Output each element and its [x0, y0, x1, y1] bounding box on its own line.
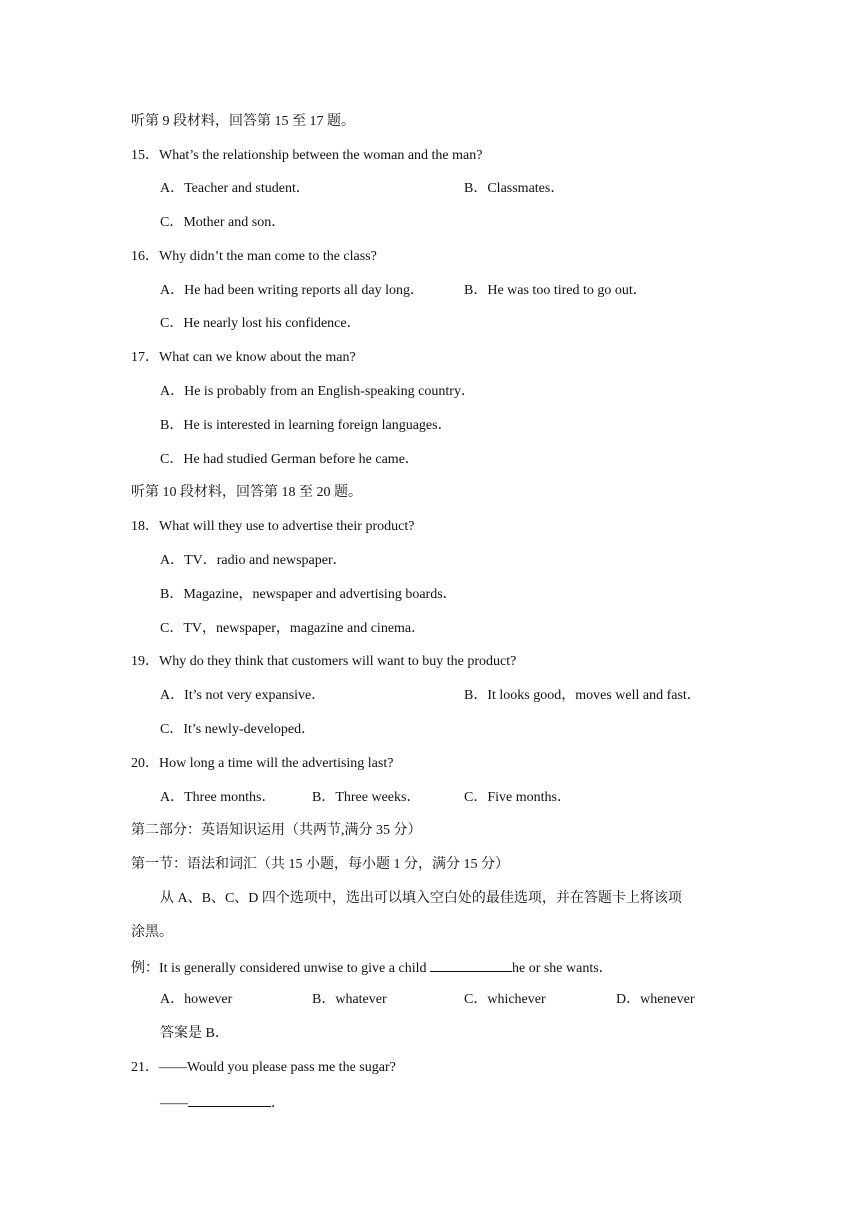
example-option-d: D．whenever	[616, 992, 695, 1007]
question-21-response-period: ．	[271, 1096, 285, 1111]
question-19-option-b: B．It looks good，moves well and fast．	[464, 688, 701, 703]
example-option-c: C．whichever	[464, 992, 546, 1007]
example-option-a: A．however	[160, 992, 233, 1007]
question-16-option-a: A．He had been writing reports all day long．	[160, 283, 424, 298]
question-16-option-c: C．He nearly lost his confidence．	[160, 316, 361, 331]
question-18-stem: 18．What will they use to advertise their product?	[131, 519, 415, 534]
question-19-option-a: A．It’s not very expansive．	[160, 688, 326, 703]
question-16-option-b: B．He was too tired to go out．	[464, 283, 647, 298]
example-answer-blank	[430, 958, 512, 972]
example-stem-prefix: 例：It is generally considered unwise to give a child	[131, 961, 427, 976]
question-17-option-c: C．He had studied German before he came．	[160, 452, 419, 467]
part-two-heading: 第二部分：英语知识运用（共两节,满分 35 分）	[131, 823, 422, 838]
section-10-intro: 听第 10 段材料，回答第 18 至 20 题。	[131, 485, 362, 500]
example-stem	[131, 958, 613, 978]
question-15-stem: 15．What’s the relationship between the woman and the man?	[131, 148, 483, 163]
question-17-stem: 17．What can we know about the man?	[131, 350, 356, 365]
question-15-option-c: C．Mother and son．	[160, 215, 286, 230]
question-15-option-a: A．Teacher and student．	[160, 181, 310, 196]
question-21-response-dash: ——	[160, 1096, 188, 1111]
question-20-stem: 20．How long a time will the advertising last?	[131, 756, 394, 771]
question-20-option-b: B．Three weeks．	[312, 790, 421, 805]
instruction-line-1: 从 A、B、C、D 四个选项中，选出可以填入空白处的最佳选项，并在答题卡上将该项	[160, 891, 682, 906]
question-19-stem: 19．Why do they think that customers will want to buy the product?	[131, 654, 517, 669]
question-16-stem: 16．Why didn’t the man come to the class?	[131, 249, 377, 264]
example-stem-suffix: he or she wants．	[511, 961, 613, 976]
question-18-option-c: C．TV，newspaper，magazine and cinema．	[160, 621, 426, 636]
question-19-option-c: C．It’s newly-developed．	[160, 722, 316, 737]
section-9-intro: 听第 9 段材料，回答第 15 至 17 题。	[131, 114, 355, 129]
question-21-response	[160, 1093, 285, 1113]
section-one-heading: 第一节：语法和词汇（共 15 小题，每小题 1 分，满分 15 分）	[131, 857, 509, 872]
question-20-option-c: C．Five months．	[464, 790, 571, 805]
question-21-answer-blank	[188, 1093, 271, 1107]
question-20-option-a: A．Three months．	[160, 790, 276, 805]
question-17-option-b: B．He is interested in learning foreign languages．	[160, 418, 452, 433]
question-18-option-a: A．TV．radio and newspaper．	[160, 553, 347, 568]
question-21-stem: 21．——Would you please pass me the sugar?	[131, 1060, 396, 1075]
question-15-option-b: B．Classmates．	[464, 181, 565, 196]
question-18-option-b: B．Magazine，newspaper and advertising boards．	[160, 587, 457, 602]
question-17-option-a: A．He is probably from an English-speaking country．	[160, 384, 475, 399]
example-answer: 答案是 B．	[160, 1026, 229, 1041]
example-option-b: B．whatever	[312, 992, 387, 1007]
instruction-line-2: 涂黑。	[131, 925, 173, 940]
